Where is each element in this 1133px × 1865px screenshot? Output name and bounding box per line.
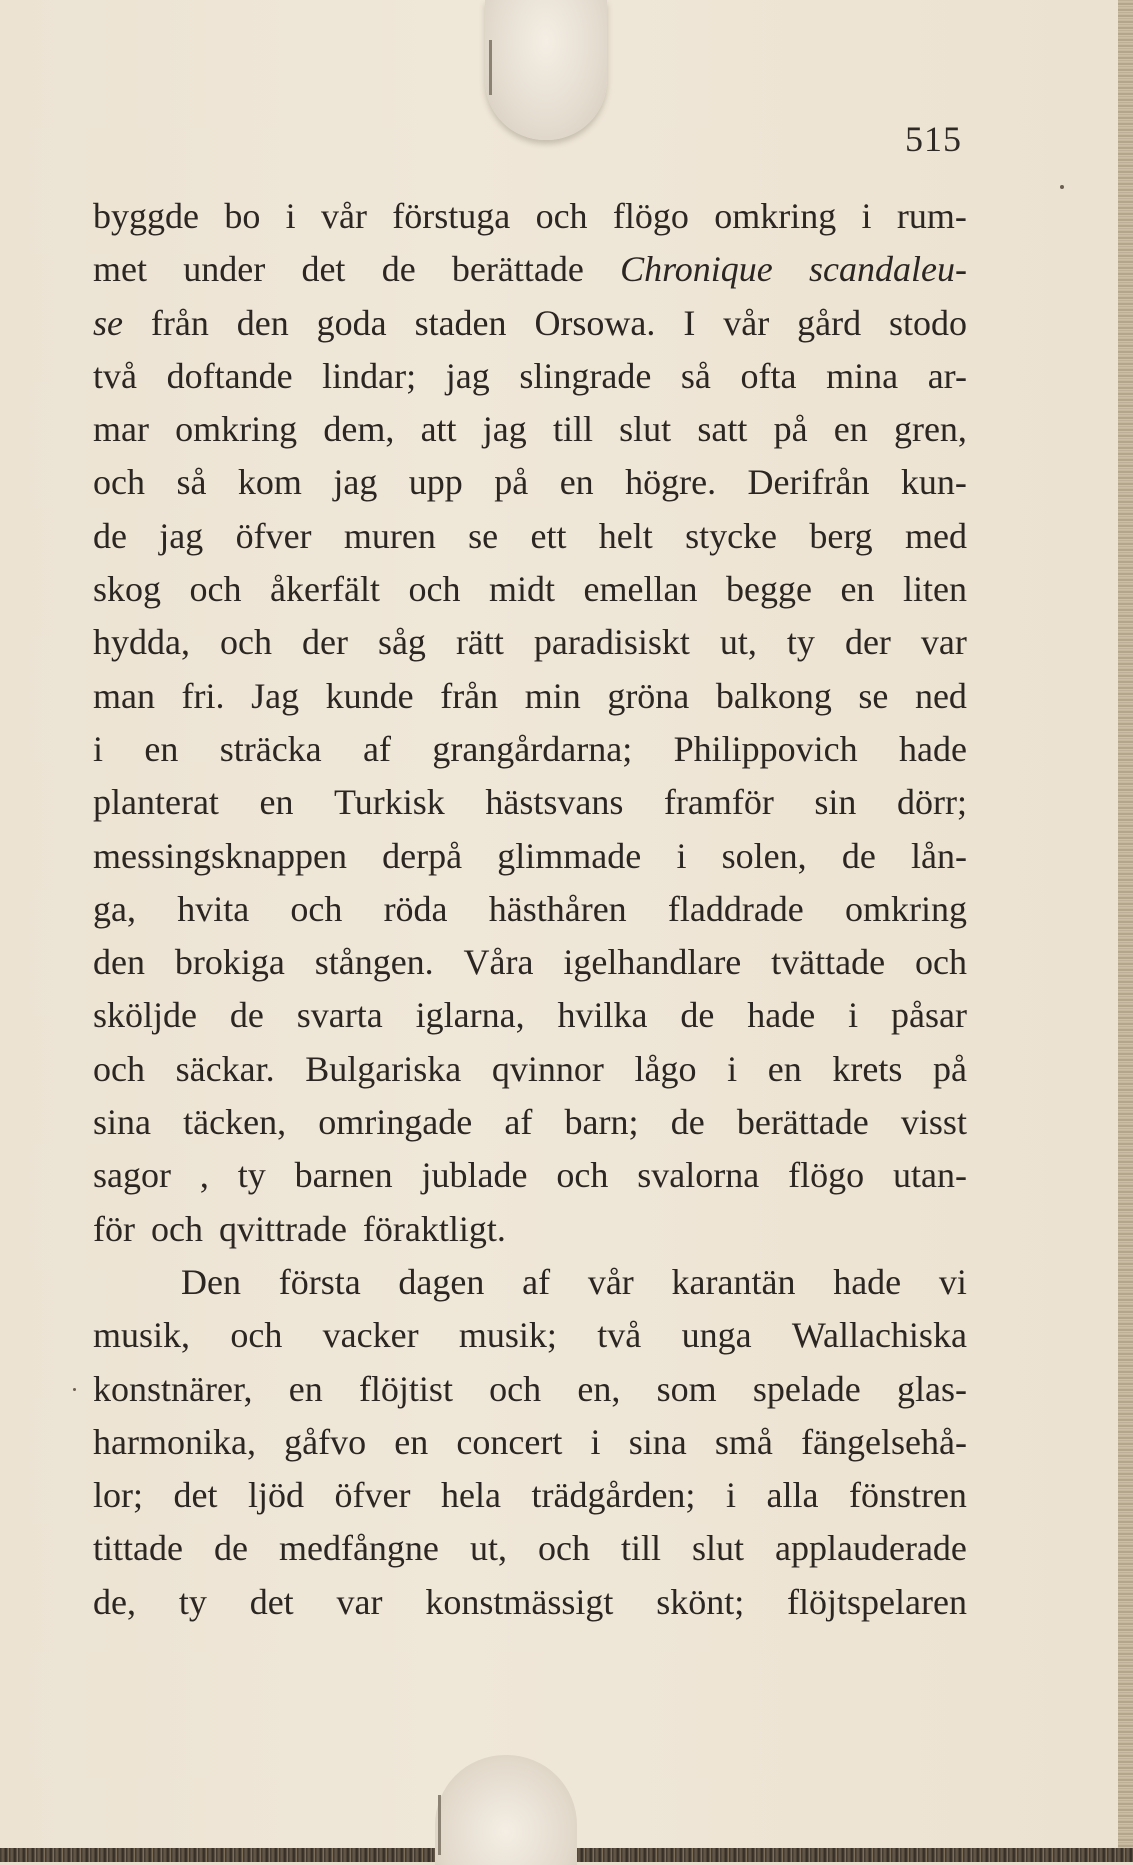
word: gröna: [607, 675, 690, 716]
word: glas-: [896, 1368, 967, 1409]
word: hydda,: [93, 622, 190, 663]
word: små: [714, 1421, 773, 1462]
word: slingrade: [519, 355, 652, 396]
word: ,: [199, 1155, 209, 1196]
word: de: [213, 1528, 248, 1569]
word: jag: [445, 355, 490, 396]
word: fladdrade: [667, 888, 804, 929]
word: gård: [797, 302, 862, 343]
word: concert: [456, 1421, 563, 1462]
word: stodo: [888, 302, 967, 343]
word: musik,: [93, 1315, 191, 1356]
word: flöjtspelaren: [787, 1581, 967, 1622]
text-line: [93, 883, 967, 936]
text-line: [93, 456, 967, 509]
page-edge: [1118, 0, 1133, 1862]
word: föraktligt.: [362, 1208, 506, 1249]
word: i: [285, 196, 296, 236]
word: omkring: [175, 409, 298, 450]
word: var: [336, 1581, 383, 1622]
word: och: [230, 1315, 283, 1356]
text-line: [93, 723, 967, 776]
word: berg: [809, 515, 873, 556]
word: kom: [237, 462, 302, 503]
word: de: [680, 995, 715, 1036]
word: dörr;: [896, 782, 967, 823]
text-line: [93, 510, 967, 563]
word: så: [680, 355, 711, 396]
word: helt: [598, 515, 653, 556]
word: vacker: [322, 1315, 419, 1356]
word: lågo: [634, 1048, 697, 1089]
word: I: [683, 302, 696, 343]
word: att: [420, 409, 457, 450]
word: de: [841, 835, 876, 876]
word: spelade: [752, 1368, 861, 1409]
word: på: [494, 462, 529, 503]
word: qvinnor: [491, 1048, 604, 1089]
word: omkring: [845, 888, 967, 929]
body-text: [93, 190, 967, 1629]
word: Turkisk: [334, 782, 445, 823]
word: berättade: [451, 249, 584, 290]
word: en: [288, 1368, 323, 1409]
word: ned: [914, 675, 967, 716]
word: de: [229, 995, 264, 1036]
word: framför: [663, 782, 774, 823]
text-line: [93, 243, 967, 296]
word: sina: [628, 1421, 687, 1462]
word: Den: [181, 1261, 241, 1302]
word: utan-: [893, 1155, 967, 1196]
text-line: [93, 1522, 967, 1575]
word: man: [93, 675, 155, 716]
text-line: [93, 1043, 967, 1096]
word: brokiga: [174, 942, 285, 983]
word: vår: [587, 1261, 634, 1302]
top-clip: [485, 0, 607, 140]
word: tittade: [93, 1528, 183, 1569]
word: i: [848, 995, 859, 1036]
word: midt: [488, 569, 555, 610]
text-line: [93, 830, 967, 883]
word: Jag: [251, 675, 300, 716]
word: de: [381, 249, 416, 290]
word: applauderade: [775, 1528, 967, 1569]
word: paradisiskt: [533, 622, 690, 663]
text-line: [93, 1416, 967, 1469]
italic-word: Chronique: [620, 249, 773, 290]
word: af: [363, 728, 391, 769]
word: jag: [159, 515, 204, 556]
word: flöjtist: [358, 1368, 453, 1409]
word: omringade: [318, 1102, 473, 1143]
word: konstnärer,: [93, 1368, 253, 1409]
word: en: [259, 782, 294, 823]
word: en,: [577, 1368, 621, 1409]
word: ty: [178, 1581, 207, 1622]
word: och: [219, 622, 272, 663]
word: dem,: [323, 409, 395, 450]
word: mar: [93, 409, 149, 450]
word: der: [844, 622, 891, 663]
word: af: [522, 1261, 551, 1302]
word: och: [290, 888, 343, 929]
word: goda: [316, 302, 387, 343]
word: konstmässigt: [425, 1581, 614, 1622]
word: jublade: [421, 1155, 528, 1196]
word: stycke: [685, 515, 778, 556]
word: flögo: [788, 1155, 865, 1196]
text-line: [93, 670, 967, 723]
text-line: [93, 1363, 967, 1416]
word: flögo: [612, 196, 689, 236]
word: Bulgariska: [305, 1048, 462, 1089]
word: täcken,: [183, 1102, 287, 1143]
word: ty: [237, 1155, 266, 1196]
text-line: [93, 1309, 967, 1362]
word: och: [915, 942, 967, 983]
word: berättade: [736, 1102, 869, 1143]
text-line: [93, 1576, 967, 1629]
word: met: [93, 249, 147, 290]
word: ty: [786, 622, 815, 663]
word: staden: [414, 302, 507, 343]
word: säckar.: [175, 1048, 275, 1089]
word: till: [620, 1528, 661, 1569]
word: förstuga: [392, 196, 511, 236]
text-line: [93, 616, 967, 669]
word: iglarna,: [415, 995, 525, 1036]
word: två: [93, 355, 137, 396]
word: det: [249, 1581, 294, 1622]
text-line: [93, 1096, 967, 1149]
word: Philippovich: [673, 728, 858, 769]
word: hade: [833, 1261, 902, 1302]
word: Våra: [463, 942, 534, 983]
word: så: [176, 462, 207, 503]
word: två: [597, 1315, 642, 1356]
word: harmonika,: [93, 1421, 256, 1462]
word: rum-: [896, 196, 967, 236]
word: glimmade: [497, 835, 642, 876]
paper-speck: [1060, 185, 1064, 189]
word: igelhandlare: [563, 942, 742, 983]
word: kunde: [325, 675, 414, 716]
text-line: [93, 1149, 967, 1202]
word: från: [150, 302, 209, 343]
word: begge: [725, 569, 812, 610]
word: och: [150, 1208, 203, 1249]
word: den: [93, 942, 145, 983]
word: och: [93, 1048, 145, 1089]
bottom-clip-slit: [438, 1795, 441, 1855]
word: af: [504, 1102, 533, 1143]
word: ut,: [719, 622, 757, 663]
word: i: [93, 728, 104, 769]
word: kun-: [900, 462, 967, 503]
word: fri.: [181, 675, 225, 716]
word: en: [559, 462, 594, 503]
word: skog: [93, 569, 162, 610]
word: under: [183, 249, 266, 290]
word: och: [93, 462, 145, 503]
word: svarta: [296, 995, 383, 1036]
word: högre.: [625, 462, 717, 503]
word: lindar;: [322, 355, 417, 396]
word: det: [173, 1475, 218, 1516]
word: visst: [900, 1102, 967, 1143]
word: och: [535, 196, 588, 236]
word: slut: [692, 1528, 745, 1569]
word: bo: [224, 196, 261, 236]
italic-word: se: [93, 302, 123, 343]
word: gåfvo: [284, 1421, 367, 1462]
word: hvilka: [557, 995, 648, 1036]
word: hade: [898, 728, 967, 769]
word: i: [590, 1421, 601, 1462]
word: ett: [530, 515, 567, 556]
word: tvättade: [771, 942, 886, 983]
word: ar-: [927, 355, 967, 396]
word: derpå: [382, 835, 463, 876]
word: min: [524, 675, 581, 716]
word: muren: [343, 515, 436, 556]
word: i: [725, 1475, 736, 1516]
word: Wallachiska: [791, 1315, 967, 1356]
word: medfångne: [278, 1528, 439, 1569]
word: grangårdarna;: [432, 728, 633, 769]
word: i: [727, 1048, 738, 1089]
word: ut,: [469, 1528, 507, 1569]
word: en: [144, 728, 179, 769]
word: vi: [938, 1261, 967, 1302]
word: se: [858, 675, 889, 716]
word: der: [301, 622, 348, 663]
word: satt: [697, 409, 748, 450]
word: lån-: [911, 835, 967, 876]
top-clip-slit: [489, 40, 492, 95]
word: sina: [93, 1102, 151, 1143]
text-line: [93, 1256, 967, 1309]
word: och: [408, 569, 461, 610]
word: hela: [441, 1475, 501, 1516]
text-line: [93, 776, 967, 829]
word: dagen: [398, 1261, 485, 1302]
word: omkring: [714, 196, 837, 236]
text-line: [93, 403, 967, 456]
word: sträcka: [219, 728, 322, 769]
word: gren,: [893, 409, 967, 450]
word: emellan: [583, 569, 698, 610]
word: barnen: [294, 1155, 393, 1196]
word: påsar: [890, 995, 967, 1036]
word: fönstren: [848, 1475, 967, 1516]
word: slut: [619, 409, 672, 450]
text-line: [93, 190, 967, 243]
word: öfver: [334, 1475, 411, 1516]
word: och: [537, 1528, 590, 1569]
word: mina: [826, 355, 899, 396]
text-line: [93, 563, 967, 616]
word: ga,: [93, 888, 136, 929]
word: och: [489, 1368, 542, 1409]
word: första: [278, 1261, 361, 1302]
word: de,: [93, 1581, 136, 1622]
word: messingsknappen: [93, 835, 347, 876]
word: öfver: [235, 515, 312, 556]
word: sköljde: [93, 995, 197, 1036]
word: åkerfält: [270, 569, 380, 610]
word: en: [840, 569, 875, 610]
page-number: 515: [905, 119, 962, 159]
word: sin: [814, 782, 857, 823]
word: alla: [766, 1475, 819, 1516]
word: den: [236, 302, 289, 343]
word: röda: [383, 888, 448, 929]
word: upp: [408, 462, 463, 503]
word: ofta: [740, 355, 797, 396]
word: hvita: [177, 888, 250, 929]
word: i: [676, 835, 687, 876]
text-line: [93, 1469, 967, 1522]
word: lor;: [93, 1475, 143, 1516]
word: det: [301, 249, 346, 290]
word: rätt: [455, 622, 504, 663]
text-line: [93, 350, 967, 403]
word: se: [468, 515, 499, 556]
word: Derifrån: [747, 462, 870, 503]
word: jag: [482, 409, 527, 450]
word: såg: [377, 622, 426, 663]
word: de: [93, 515, 127, 556]
word: från: [440, 675, 499, 716]
word: jag: [333, 462, 378, 503]
paper-speck: [73, 1388, 76, 1391]
word: krets: [832, 1048, 903, 1089]
word: hästhåren: [488, 888, 627, 929]
word: vår: [320, 196, 367, 236]
word: liten: [902, 569, 967, 610]
word: planterat: [93, 782, 219, 823]
word: i: [861, 196, 872, 236]
word: svalorna: [637, 1155, 760, 1196]
text-line: [93, 936, 967, 989]
text-line: [93, 1203, 967, 1256]
word: en: [767, 1048, 802, 1089]
italic-word: scandaleu-: [809, 249, 967, 290]
word: en: [394, 1421, 429, 1462]
word: qvittrade: [218, 1208, 347, 1249]
word: på: [773, 409, 808, 450]
word: Orsowa.: [534, 302, 656, 343]
word: hade: [747, 995, 816, 1036]
word: med: [904, 515, 967, 556]
word: var: [920, 622, 967, 663]
text-line: [93, 989, 967, 1042]
word: skönt;: [656, 1581, 745, 1622]
word: ljöd: [248, 1475, 305, 1516]
text-line: [93, 297, 967, 350]
word: till: [552, 409, 593, 450]
word: unga: [681, 1315, 752, 1356]
word: fängelsehå-: [801, 1421, 967, 1462]
word: barn;: [564, 1102, 639, 1143]
word: och: [556, 1155, 609, 1196]
word: karantän: [671, 1261, 796, 1302]
word: de: [670, 1102, 705, 1143]
word: på: [933, 1048, 967, 1089]
word: vår: [723, 302, 770, 343]
word: sagor: [93, 1155, 171, 1196]
word: för: [93, 1208, 135, 1249]
word: stången.: [314, 942, 434, 983]
word: trädgården;: [531, 1475, 696, 1516]
word: doftande: [166, 355, 293, 396]
word: byggde: [93, 196, 199, 236]
word: musik;: [458, 1315, 557, 1356]
word: hästsvans: [485, 782, 624, 823]
word: och: [189, 569, 242, 610]
word: en: [833, 409, 868, 450]
word: som: [656, 1368, 717, 1409]
word: balkong: [715, 675, 832, 716]
word: solen,: [721, 835, 807, 876]
